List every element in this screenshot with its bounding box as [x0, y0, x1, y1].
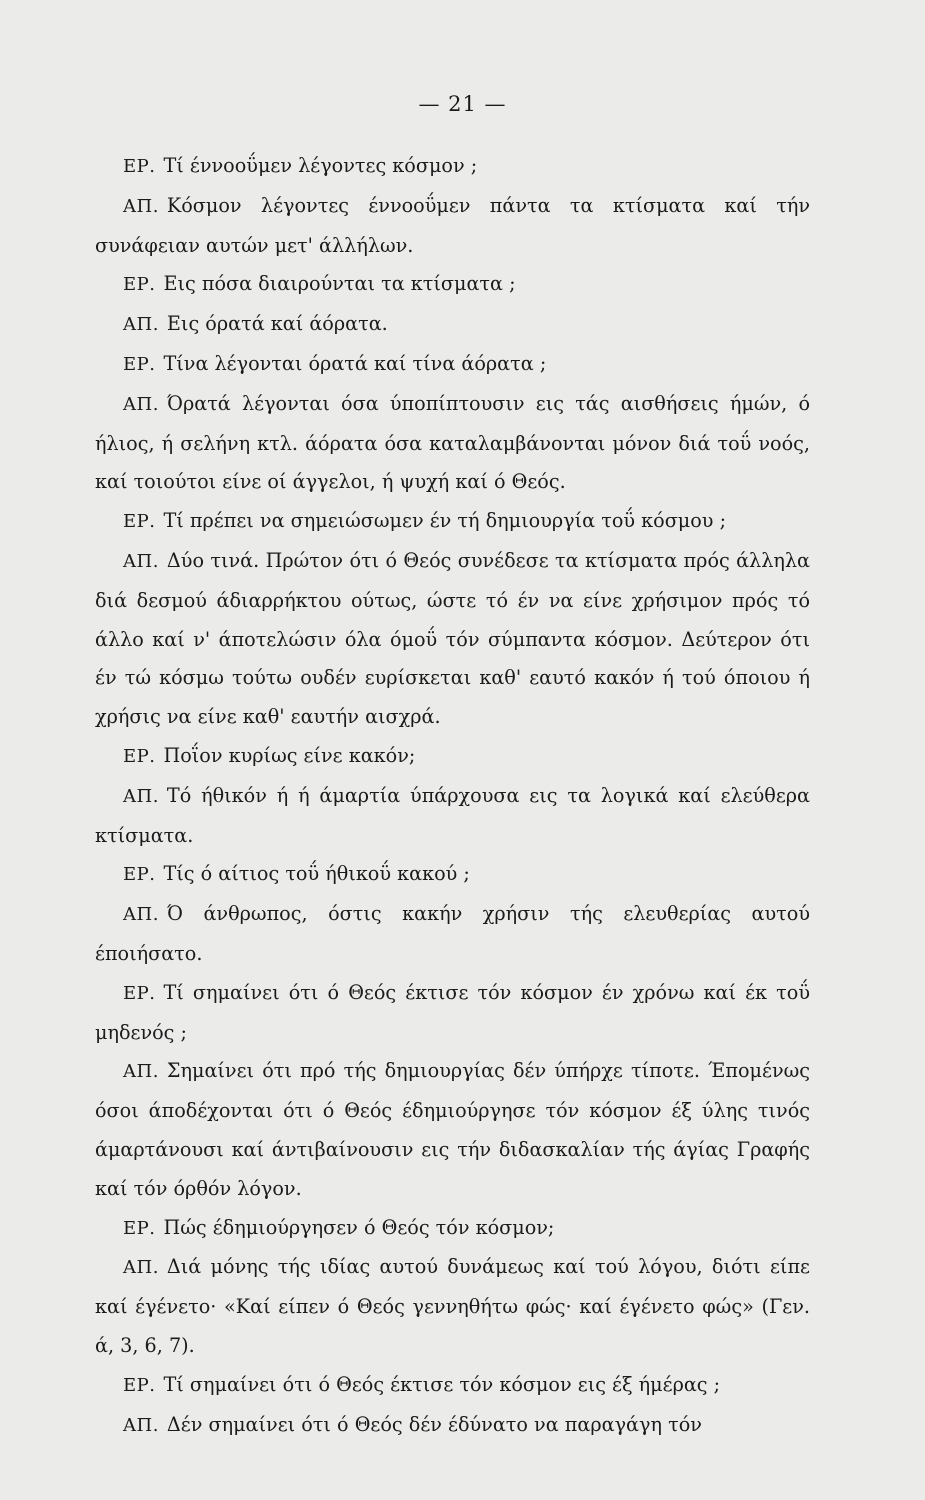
- question-8: [95, 1209, 810, 1249]
- entry-text: Δέν σημαίνει ότι ό Θεός δέν έδύνατο να παραγάγη τόν: [166, 1412, 702, 1436]
- answer-3: [95, 385, 810, 502]
- entry-text: Ό άνθρωπος, όστις κακήν χρήσιν τής ελευθερίας αυτού έποιήσατο.: [95, 902, 810, 965]
- question-4: [95, 502, 810, 542]
- entry-text: Διά μόνης τής ιδίας αυτού δυνάμεως καί τού λόγου, διότι είπε καί έγένετο· «Καί είπεν ό Θεός γεννηθήτω φώς· καί έγένετο φώς» (Γεν. ά, 3, 6, 7).: [95, 1255, 810, 1357]
- entry-text: Τί έννοοΰμεν λέγοντες κόσμον ;: [163, 154, 478, 177]
- answer-2: [95, 305, 810, 345]
- answer-5: [95, 777, 810, 856]
- speaker-label: ΕΡ.: [123, 156, 156, 177]
- answer-4: [95, 542, 810, 737]
- answer-6: [95, 895, 810, 974]
- entry-text: Τί σημαίνει ότι ό Θεός έκτισε τόν κόσμον εις έξ ήμέρας ;: [163, 1372, 721, 1396]
- entry-text: Δύο τινά. Πρώτον ότι ό Θεός συνέδεσε τα κτίσματα πρός άλληλα διά δεσμού άδιαρρήκτου ούτως, ώστε τό έν να είνε χρήσιμον πρός τό άλλο καί ν' άποτελώσιν όλα όμοΰ τόν σύμπαντα κόσμον. Δεύτερον ότι έν τώ κόσμω τούτω ουδέν ευρίσκεται καθ' εαυτό κακόν ή τού όποιου ή χρήσις να είνε καθ' εαυτήν αισχρά.: [95, 548, 810, 729]
- question-3: [95, 345, 810, 385]
- speaker-label: ΕΡ.: [123, 353, 156, 375]
- entry-text: Σημαίνει ότι πρό τής δημιουργίας δέν ύπήρχε τίποτε. Έπομένως όσοι άποδέχονται ότι ό Θεός έδημιούργησε τόν κόσμον έξ ύλης τινός άμαρτάνουσι καί άντιβαίνουσιν εις τήν διδασκαλίαν τής άγίας Γραφής καί τόν όρθόν λόγον.: [95, 1059, 810, 1200]
- entry-text: Τί πρέπει να σημειώσωμεν έν τή δημιουργία τοΰ κόσμου ;: [163, 509, 727, 533]
- question-7: [95, 974, 810, 1053]
- speaker-label: ΑΠ.: [123, 1257, 159, 1279]
- answer-1: [95, 187, 810, 266]
- page-number: — 21 —: [418, 92, 507, 116]
- speaker-label: ΑΠ.: [123, 1414, 159, 1436]
- entry-text: Πώς έδημιούργησεν ό Θεός τόν κόσμον;: [163, 1215, 555, 1239]
- entry-text: Ποΐον κυρίως είνε κακόν;: [163, 743, 416, 767]
- speaker-label: ΑΠ.: [123, 785, 159, 807]
- speaker-label: ΑΠ.: [123, 1061, 159, 1083]
- entry-text: Τό ήθικόν ή ή άμαρτία ύπάρχουσα εις τα λογικά καί ελεύθερα κτίσματα.: [95, 783, 810, 847]
- entry-text: Εις πόσα διαιρούνται τα κτίσματα ;: [163, 272, 516, 296]
- speaker-label: ΕΡ.: [123, 511, 156, 533]
- entry-text: Κόσμον λέγοντες έννοοΰμεν πάντα τα κτίσματα καί τήν συνάφειαν αυτών μετ' άλλήλων.: [95, 193, 810, 257]
- question-5: [95, 737, 810, 777]
- question-1: [95, 147, 810, 187]
- entry-text: Τίνα λέγονται όρατά καί τίνα άόρατα ;: [163, 351, 547, 375]
- entry-text: Εις όρατά καί άόρατα.: [166, 312, 388, 336]
- speaker-label: ΑΠ.: [123, 904, 159, 926]
- speaker-label: ΕΡ.: [123, 274, 156, 296]
- speaker-label: ΕΡ.: [123, 982, 156, 1004]
- answer-8: [95, 1248, 810, 1365]
- question-6: [95, 855, 810, 895]
- question-2: [95, 265, 810, 305]
- entry-text: Τί σημαίνει ότι ό Θεός έκτισε τόν κόσμον έν χρόνω καί έκ τοΰ μηδενός ;: [95, 980, 810, 1044]
- speaker-label: ΕΡ.: [123, 864, 156, 886]
- speaker-label: ΑΠ.: [123, 314, 159, 336]
- answer-9: [95, 1406, 810, 1446]
- speaker-label: ΕΡ.: [123, 745, 156, 767]
- speaker-label: ΑΠ.: [123, 550, 159, 572]
- speaker-label: ΕΡ.: [123, 1217, 156, 1239]
- answer-7: [95, 1052, 810, 1208]
- speaker-label: ΑΠ.: [123, 195, 159, 217]
- entry-text: Όρατά λέγονται όσα ύποπίπτουσιν εις τάς αισθήσεις ήμών, ό ήλιος, ή σελήνη κτλ. άόρατα όσα καταλαμβάνονται μόνον διά τοΰ νοός, καί τοιούτοι είνε οί άγγελοι, ή ψυχή καί ό Θεός.: [95, 391, 810, 494]
- speaker-label: ΑΠ.: [123, 393, 159, 415]
- speaker-label: ΕΡ.: [123, 1374, 156, 1396]
- entry-text: Τίς ό αίτιος τοΰ ήθικοΰ κακού ;: [163, 862, 470, 886]
- catechism-text: [95, 147, 810, 1445]
- question-9: [95, 1366, 810, 1406]
